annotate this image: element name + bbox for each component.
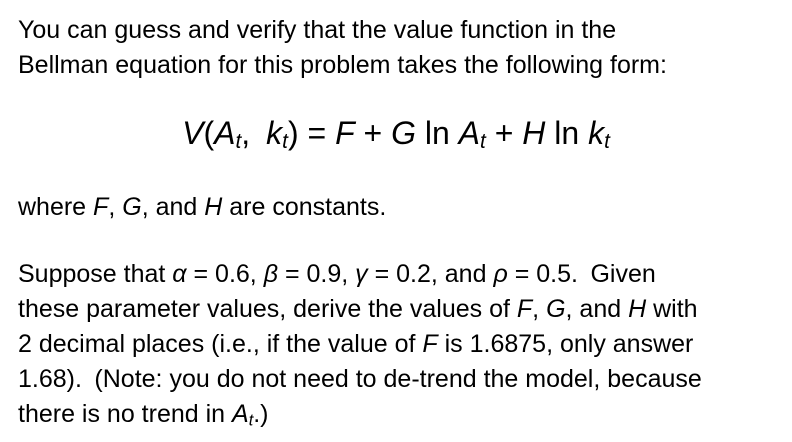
- text-segment: 2 decimal places (i.e., if the value of: [18, 330, 423, 359]
- text-segment: (: [203, 115, 215, 151]
- text-segment: = 0.2, and: [367, 260, 494, 289]
- text-segment: these parameter values, derive the values of: [18, 295, 517, 324]
- math-variable: G: [391, 115, 416, 151]
- text-segment: Suppose that: [18, 260, 173, 289]
- paragraph-line-1: [18, 257, 782, 292]
- text-segment: ,: [532, 295, 547, 324]
- text-segment: ln: [545, 115, 589, 151]
- intro-line-1: You can guess and verify that the value function in the: [18, 16, 617, 44]
- constants-note-line: [18, 190, 782, 225]
- text-segment: +: [354, 115, 392, 151]
- text-segment: ,: [241, 115, 267, 151]
- paragraph-line-4: [18, 362, 782, 397]
- math-variable: H: [628, 295, 647, 324]
- text-segment: is 1.6875, only answer: [437, 330, 694, 359]
- value-function-equation: [18, 109, 774, 166]
- text-segment: = 0.6,: [186, 260, 264, 289]
- math-subscript: t: [282, 130, 288, 154]
- math-variable: G: [122, 193, 142, 222]
- math-variable: k: [588, 115, 605, 151]
- math-variable: ρ: [493, 260, 508, 289]
- math-subscript: t: [235, 130, 242, 154]
- math-variable: H: [204, 193, 223, 222]
- math-variable: A: [232, 400, 249, 429]
- text-segment: ln: [415, 115, 459, 151]
- math-variable: G: [546, 295, 566, 324]
- text-segment: , and: [565, 295, 629, 324]
- math-subscript: t: [248, 411, 254, 430]
- math-variable: α: [172, 260, 187, 289]
- math-subscript: t: [480, 130, 486, 154]
- text-segment: .): [253, 400, 269, 429]
- paragraph-line-5: [18, 397, 782, 438]
- text-segment: where: [18, 193, 94, 222]
- text-segment: = 0.9,: [278, 260, 356, 289]
- text-segment: +: [485, 115, 523, 151]
- text-segment: are constants.: [222, 193, 387, 222]
- math-variable: F: [93, 193, 109, 222]
- text-segment: with: [646, 295, 698, 324]
- math-variable: H: [522, 115, 546, 151]
- text-segment: there is no trend in: [18, 400, 233, 429]
- math-variable: A: [458, 115, 481, 151]
- text-segment: ,: [108, 193, 123, 222]
- intro-line-2: Bellman equation for this problem takes the following form:: [18, 51, 667, 79]
- text-segment: ) =: [287, 115, 336, 151]
- math-variable: β: [263, 260, 278, 289]
- math-variable: A: [214, 115, 236, 151]
- math-variable: V: [182, 115, 204, 151]
- math-variable: γ: [355, 260, 368, 289]
- text-segment: = 0.5. Given: [507, 260, 656, 289]
- math-variable: F: [516, 295, 533, 324]
- math-subscript: t: [604, 130, 610, 154]
- math-variable: F: [335, 115, 355, 151]
- paragraph-line-2: [18, 292, 782, 327]
- paragraph-line-3: [18, 327, 782, 362]
- parameters-paragraph: [18, 257, 782, 438]
- math-variable: k: [266, 115, 283, 151]
- text-segment: , and: [141, 193, 205, 222]
- intro-text: [18, 13, 782, 83]
- math-variable: F: [422, 330, 438, 359]
- text-segment: 1.68). (Note: you do not need to de-trend the model, because: [18, 365, 702, 394]
